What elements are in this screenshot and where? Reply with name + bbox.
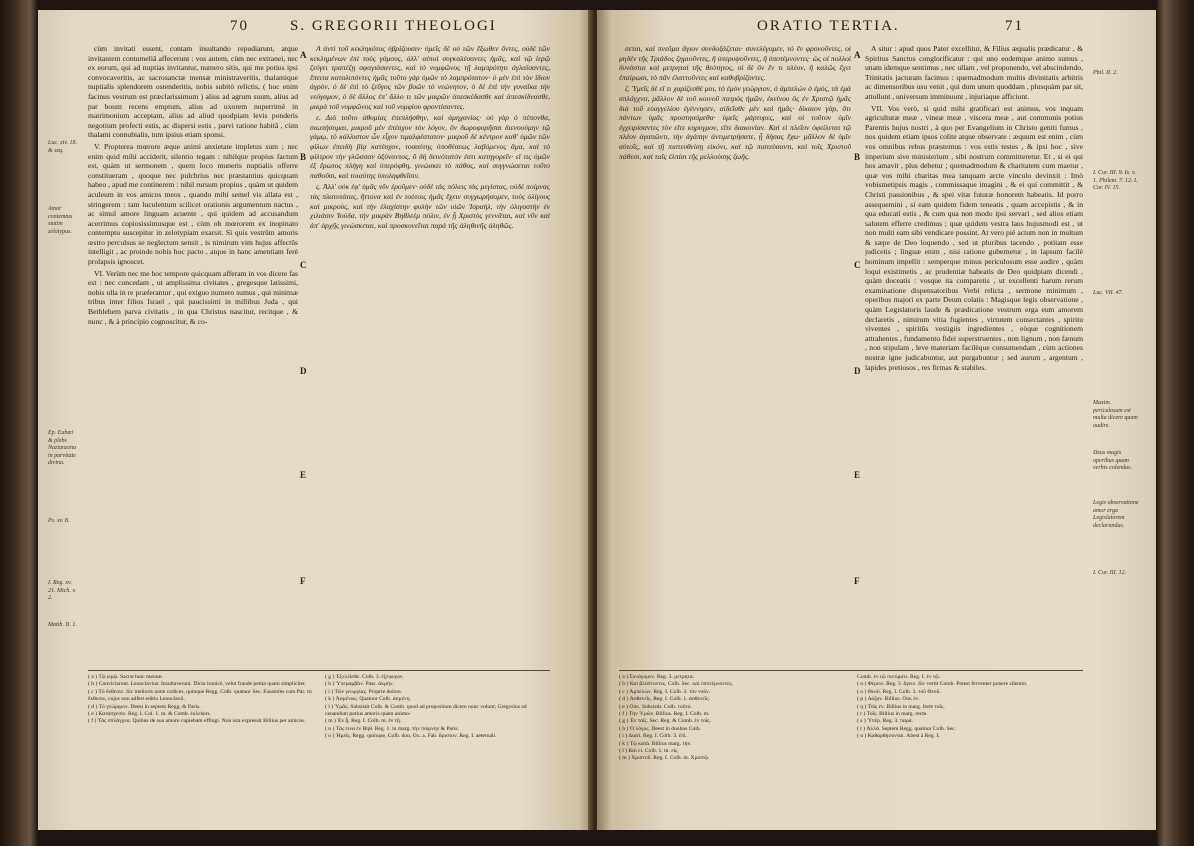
section-letter: E bbox=[300, 470, 307, 480]
greek-paragraph: ς. Ἀλλ' οὐκ ἐφ' ὑμᾶς νῦν ἐροῦμεν· οὐδὲ τὰς πόλεις τὰς μεγίστας, οὐδὲ ποίμνας τὰς πλατυτάτας, ἥττονα καὶ ἐν τούτοις ἡμᾶς ἔχειν συγχωρήσομεν, τοὺς ὀλίγους καὶ μικροὺς, καὶ τὴν ἐλαχίστην φυλὴν τῶν υἱῶν Ἰσραὴλ, τὴν ὀλιγοστὴν ἐν χιλιάσιν Ἰούδα, τὴν μικρὰν Βηθλεὲμ πόλιν, ἐν ᾗ Χριστὸς γεννᾶται, καὶ νῦν καὶ ἀπ' ἀρχῆς γινώσκεται, καὶ προσκυνεῖται παρὰ τῆς ἀληθινῆς ἀληθῶς. bbox=[310, 182, 550, 230]
left-page-number: 70 bbox=[230, 18, 249, 34]
section-letter: B bbox=[854, 152, 861, 162]
footnote: ( a ) Τῷ ἱερῷ. Sacræ huic mensæ. bbox=[88, 674, 164, 680]
section-letter: A bbox=[854, 50, 861, 60]
margin-note: I. Reg. xv. 21. Mich. v. 2. bbox=[48, 580, 77, 601]
footnote: ( r ) Τοῖς. Billius in marg. recte. bbox=[857, 711, 928, 718]
footnote: ( m ) Ἐν ᾗ. Reg. I. Colb. m. ἐν τῇ. bbox=[325, 718, 402, 725]
footnote: ( f ) Τὴν Ὑμῶν. Billius. Reg. I. Colb. m. bbox=[619, 711, 710, 718]
section-letter: D bbox=[300, 366, 307, 376]
section-letter: A bbox=[300, 50, 307, 60]
footnote-rule bbox=[619, 670, 1083, 671]
footnote: ( c ) Ἀμπελών. Reg. I. Colb. 3. τὸν νοῦν. bbox=[619, 688, 711, 695]
footnote: ( a ) Συνάγομεν. Reg. 3. μετρητα. bbox=[619, 674, 695, 680]
footnote: ( h ) Ὁ λόγος. Deest in duobus Colb. bbox=[619, 725, 702, 732]
latin-paragraph: VII. Vos verò, si quid mihi gratificari est animus, vos inquam agriculturæ meæ , vineæ meæ , viscera meæ , aut communis potius Parentis hujus nostri , à quo per Evangelium in Christo geniti fumus , nos quidem etiam ipsos colite atque observate : æquum est enim , cùm vos omnibus rebus præstemus : vos estis testes , & ipsi hoc , sive imperium sive ministerium , sibi nostrum committeretur. Et , si ei qui hos amavit , plus debetur ; quemadmodum & charitatem cum maetur , quæ vos mihi charitas mea tanquam arcte vinculo devinxit : Imò vobismetipsis magis , commissaque imagini , & ei qui committit , & Christi passionibus , & spei vitæ futuræ honorem habeatis. Id porro assequemini , si eam quidem fidem teneatis , quam accepistis , & in qua educati estis , & cum qua non modo ipsi servari , sed alios etiam salutem efferre credimus ; quæ quidem vestra laus hujusmodi est , ut non multi eam sibi vendicare possint. At vero piè actum non in multum & sæpe de Deo loquendo , sed ut pluribus tacendo , potitam esse judicetis ; linguæ enim , nisi ratione gubernetur , in lapsum facilè hominum impellit : semperque minus periculosum esse audire , quàm loqui existimetis , ac prudentiæ habeatis de Deo quidpiam dicendi , quàm doceatis : vosque ita comparetis , ut excellenti harum rerum examinatione dispensatoribus Verbi relicta , sermone minimum , operibus majori ex parte Deum colatis : Magisque legis observatione , quàm Legislatoris laude & prædicatione vestrum erga eum amorem declaretis , nimirum vitia fugientes , virtutem consectantes , spiritu viventes , spiritûs vestigiis ingredientes , eòque cognitionem attrahentes , fundamento fidei superstruentes , non lignum , non fænum , non stipulam , leve materiam facilèque consumendam , cùm actiones nostræ igne judicabuntur, aut purgabuntur ; sed aurum , argentum , lapides pretiosos , res firmas & stabiles. bbox=[865, 103, 1083, 372]
footnote: ( q ) Τοῖς ἐν. Billius in marg. forte τοῖς. bbox=[857, 703, 945, 710]
margin-note: Legis observatione amor erga Legislatorem declarandus. bbox=[1093, 500, 1139, 529]
footnote: ( d ) Τὸ γνώριμον. Deest in septem Regg. & Paris. bbox=[88, 703, 201, 710]
greek-paragraph: ε. Διὰ τοῦτο ἀθυμίας ἐπεπλήσθην, καὶ ἀμηχανίας· οὐ γὰρ ὁ πέπονθα, σιωπήσομαι, μικροῦ μὲν ἐπέσχον τὸν λόγον, ὃν δωροφορῆσαι διενοούμην τῷ γάμῳ, τὸ κάλλιστον ὧν εἶχον τιμαλφέστατον· μικροῦ δὲ κέντρον καθ' ὑμῶν τῶν φίλων ἐπειδὴ βίᾳ κατέσχον, τοσαύτης ὑποθέσεως λαβόμενος ἅμα, καὶ τὸ φίλτρον τὴν γλῶσσαν ὀξύναντος, ὃ δὴ δεινότατόν ἐστι κατηγορεῖν· εἴ τις ὑμῶν ἐξ ἔρωτος πλήγη καὶ ὑπερόφθη, γινώσκει τὸ πάθος, καὶ συγγνώσεται τοῦτο παθοῦσι, καὶ τοιαύτης ὑποληφθεῖσιν. bbox=[310, 113, 550, 180]
footnote: ( g ) Ἐν ταῖς. Sec. Reg. & Comb. ἐν τοῖς. bbox=[619, 718, 711, 725]
footnote: ( l ) Καὶ εἰ. Colb. 1. m. εἰς. bbox=[619, 748, 679, 755]
footnote: ( n ) Φέρειν. Reg. 3. ἄγειν. Sic vertit Comb. Potest ferventer ponere silentio. bbox=[857, 681, 1028, 688]
section-letter: E bbox=[854, 470, 861, 480]
margin-note: Luc. xiv. 18. & seq. bbox=[48, 140, 78, 154]
margin-note: Matth. II. 1. bbox=[48, 622, 77, 628]
margin-note: Maxim. periculosum est multa dicere quam audire. bbox=[1093, 400, 1138, 429]
footnotes-column bbox=[325, 674, 550, 824]
margin-note: Deus magis operibus quam verbis colendus. bbox=[1093, 450, 1132, 471]
latin-paragraph: A situr : apud quos Pater excellitur, & Filius æqualis prædicatur , & Spiritus Sanctus conglorificatur : qui uno eodemque animo sumus , unam idemque sentimus , nec ullam , vel proponendo, vel abscindendo, Trinitatis jacturam facimus : quemadmodum multis divinitatis arbitris ac dimensoribus usu venit , qui dum unum quoddam , plusquàm par sit, attollunt , universum imminuunt , injuriaque afficiunt. bbox=[865, 44, 1083, 101]
latin-paragraph: cùm invitati essent, contam insultando repudiarunt, atque invitantem contumeliâ affecerunt : vos autem, cùm nec extranei, nec ex eorum, qui ad nuptias invitantur, numero sitis, qui me potius ipsi convocaveritis, ac sacrosanctæ mensæ ministraveritis, thalamique nuptialis splendorem ostenderitis, nobis subitò relictis, ( hoc enim facinus vestrum est præclarissimum ) alius ad agrum suum, alius ad par boum recens emptum, alius ad uxorem nuperrimè in matrimonium acceptam, alius ad aliud quodpiam levis ponderis negotium profecti estis, ac dispersi estis , parvi ratione habitâ , cùm thalami connubialis, tum ipsius etiam sponsi. bbox=[88, 44, 298, 140]
footnote: ( m ) Χριστοῦ. Reg. I. Colb. m. Χριστῷ. bbox=[619, 755, 710, 762]
footnote: ( o ) Θεοῦ. Reg. I. Colb. 3. τοῦ Θεοῦ. bbox=[857, 688, 941, 695]
latin-paragraph: V. Propterea mœrore æque animi anxietate impletus sum ; nec enim quid mihi acciderit, silentio tegam : nihilque propius factum est, quàm ut sermonem , quem loco muneris nuptialis offerre constitueram , quoque nec pulchrius nec præstantius quicquam habeo , apud me continerem : nihil rursum propius , quàm ut quidem aculeum in vos amicos meos , quando mihi semel vis allata est , stringerem : tam luculentum scilicet orationis argumentum nactus , ac simul amore linguam acuente , qui quidem ad accusandum acerrimus copiosissimusque est , cùm ob mœrorem ex inopinato contemptu suscepitur in zelotypiam exarsit. Si quis vestrûm amoris œstro perculsus se neglectum sensit , is nimirum vim hujus affectûs intelligit , ac proinde nobis hoc pacto , atque in hanc amentiam ferè prolapsis ignoscet. bbox=[88, 141, 298, 267]
right-page bbox=[597, 10, 1156, 830]
section-letter: F bbox=[854, 576, 860, 586]
right-greek-column bbox=[619, 44, 851, 664]
margin-note: I. Cor. III. 9. Is. v. 1. Philem. 7. 12. I. Cor. IV. 15. bbox=[1093, 170, 1138, 191]
left-greek-column bbox=[310, 44, 550, 664]
footnote: Comb. ἐν τῷ πνεύματι. Reg. I. ἐν τῷ. bbox=[857, 674, 941, 680]
footnote: ( f ) Τὰς σπλάγχνα. Quibus de sua amore cupiebam effingi. Non ista expressit Billius per amicos. bbox=[88, 718, 306, 725]
left-running-head: S. GREGORII THEOLOGI bbox=[290, 18, 497, 34]
footnotes-column bbox=[88, 674, 313, 824]
right-latin-column bbox=[865, 44, 1083, 664]
greek-paragraph: A ἀντὶ τοῦ κεκληκότος ὑβρίζουσιν· ὑμεῖς δὲ οὐ τῶν ἔξωθεν ὄντες, οὐδὲ τῶν κεκλημένων ἐπὶ τοὺς γάμους, ἀλλ' αὐτοὶ συγκαλέσαντες ἡμᾶς, καὶ τῷ ἱερῷ ζεύγει τραπέζῃ σφαγιάσαντες, καὶ τὸ νυμφῶνος τῇ λαμπρότητι ἀγλαΐσαντες, ἔπειτα καταλιπόντες ἡμᾶς τοῦτο γὰρ ὑμῶν τὸ λαμπρότατον· ὁ μὲν ἐπὶ τὸν ἴδιον ἀγρὸν, ὁ δὲ ἐπὶ τὸ ζεῦγος τῶν βοῶν τὸ νεώνητον, ὁ δὲ ἐπὶ τὴν γυναῖκα τὴν νεόγαμον, ὁ δὲ ἄλλος ἐπ' ἄλλο τι τῶν μικρῶν ἀπεσκέδασθε καὶ ἀπεσκίδνασθε, μικρὰ τοῦ νυμφῶνος καὶ τοῦ νυμφίου φροντίσαντες. bbox=[310, 44, 550, 111]
footnote: ( d ) Ἀσθενεῖς. Reg. I. Colb. 1. ἀσθενεῖς. bbox=[619, 696, 710, 703]
footnote: ( o ) Ἡμεῖς. Regg. quinque, Colb. duo, Ox. a. Fab. ἄριστον. Reg. I. aeternali. bbox=[325, 733, 497, 740]
right-page-number: 71 bbox=[1005, 18, 1024, 34]
footnote: ( i ) Τῶν γεωργίας. Proprie dolore. bbox=[325, 688, 403, 695]
footnote: ( k ) Τῷ κατὰ. Billius marg. τὴν. bbox=[619, 740, 692, 747]
section-letter: C bbox=[300, 260, 307, 270]
left-page bbox=[38, 10, 593, 830]
footnote: ( g ) Ἐξελεῖσθε. Colb. 3. ἐξέφυγον. bbox=[325, 674, 404, 680]
right-running-head: ORATIO TERTIA. bbox=[757, 18, 900, 34]
footnote: ( b ) Καὶ βλάπτοντες. Colb. Sec. καὶ ὑποτέμνοντες. bbox=[619, 681, 734, 688]
section-letter: B bbox=[300, 152, 307, 162]
footnote: ( s ) Ὑπὲρ. Reg. 3. παρά. bbox=[857, 718, 913, 725]
footnote: ( c ) Τὸ ἔκθεσιν. Sic melioris notæ codices, quinque Regg. Colb. quatuor Sec. Faustoles cum Par. τὸ ἔκθεσιν, cujus non adfert editio Leonclavii. bbox=[88, 688, 312, 703]
left-latin-column bbox=[88, 44, 298, 664]
footnote: ( e ) Οὐκ. Subsistit. Colb. τοῦτο. bbox=[619, 703, 692, 710]
footnote: ( p ) Δόξαν. Billius. Οὐκ ἐν. bbox=[857, 696, 920, 703]
footnote: ( h ) Ὑπεραμβὰν. Pass. ἀκμὴν. bbox=[325, 681, 394, 688]
section-letter: F bbox=[300, 576, 306, 586]
margin-note: Ps. xv. 8. bbox=[48, 518, 70, 524]
margin-note: Ep. Eubæi & plebs Nazianzena in parvitate divina. bbox=[48, 430, 77, 466]
footnotes-column bbox=[857, 674, 1083, 824]
section-letter: D bbox=[854, 366, 861, 376]
section-letter: C bbox=[854, 260, 861, 270]
footnote: ( l ) Ὑμᾶς. Subsistit Colb. & Comb. quod ad propositum dicere nunc volunt; Gregorius ad cenandum potius amoris quam animo- bbox=[325, 703, 527, 718]
margin-note: Phil. II. 2. bbox=[1093, 70, 1118, 76]
latin-paragraph: VI. Verùm nec me hoc tempore quicquam afferam in vos dicere fas est : nec concedam , ut amplissima civitates , gregesque latissimi, nobis ulla in re præferantur , qui exiguo numero sumus , qui minimæ tribus inter filios Israel , qui paucissimi in millibus Juda , qui Bethlehem parva civitatis , in qua Christus nascitur, recitque , & nunc , & à principio cognoscitur, & co- bbox=[88, 268, 298, 326]
footnote: ( e ) Κατάσχεσιν. Reg. I. Col. 1. m. & Comb. ἐκλείψει. bbox=[88, 711, 211, 718]
footnote: ( t ) Ἀλλά. Septem Regg. quatuor Colb. Sec. bbox=[857, 725, 957, 732]
footnotes-column bbox=[619, 674, 845, 824]
footnote-rule bbox=[88, 670, 550, 671]
footnote: ( i ) Διατὶ. Reg. I. Colb. 3. ἐπὶ. bbox=[619, 733, 687, 740]
greek-paragraph: σεται, καὶ πνεῦμα ἄγιον συνδοξάζεται· συνελέγομεν, τὸ ἓν φρονοῦντες, οἱ μηδὲν τῆς Τριάδος ζημιοῦντες, ἢ ὑπερυψοῦντες, ἢ ὑποτέμνοντες· ὡς οἱ πολλοὶ δυνάσται καὶ μετρηταὶ τῆς θεότητος, οἱ δὲ ὃν ἕν τι πλέον, ἢ καλῶς ἔχει ἐπαίρωσι, τὸ πᾶν ἐλαττοῦντες καὶ καθυβρίζοντες. bbox=[619, 44, 851, 82]
greek-paragraph: ζ. Ὑμεῖς δὲ εἴ τι χαρίζεσθέ μοι, τὸ ἐμὸν γεώργιον, ὁ ἀμπελὼν ὁ ἐμὸς, τὰ ἐμὰ σπλάγχνα, μᾶλλον δὲ τοῦ κοινοῦ πατρὸς ἡμῶν, ἐκείνου ὃς ἐν Χριστῷ ἡμᾶς διὰ τοῦ εὐαγγελίου ἐγέννησεν, αἰδεῖσθε μὲν καὶ ἡμᾶς· δίκαιον γάρ, ὃτι πάντων ὑμᾶς προστησόμεθα· ὑμεῖς μάρτυρες, καὶ οἱ τοῦτον ὑμῖν ἐγχειρίσαντες τὸν εἴτε κηρυγμον, εἴτε διακονίαν. Καὶ εἰ πλεῖον ὀφείλεται τῷ πλέον ἀγαπῶντι, τὴν ἀγάπην ἀντιμετρήσατε, ᾗ δήσας ἔχω· μᾶλλον δὲ ὑμῖν αὐτοῖς, καὶ τῇ πιστευθείσῃ εἰκόνι, καὶ τῷ πιστεύσαντι, καὶ τοῖς Χριστοῦ πάθεσι, καὶ ταῖς ἐλπίσι τῆς μελλούσης ζωῆς. bbox=[619, 84, 851, 161]
margin-note: Amor contemtus statim zelotypus. bbox=[48, 206, 73, 235]
margin-note: I. Cor. III. 12. bbox=[1093, 570, 1127, 576]
footnote: ( b ) Conviciarunt. Leonclavius: Insultaverunt. Dicta ironicè, velut fraude petita quam simpliciter. bbox=[88, 681, 307, 688]
footnote: ( u ) Καθαρθήσονται. Abest à Reg. I. bbox=[857, 733, 940, 740]
footnote: ( k ) Ἀσμένως. Quatuor Colb. ἀσμένη. bbox=[325, 696, 411, 703]
footnote: ( n ) Τὰς τινα ἐν Βηθ. Reg. 1. in marg. τὴν ποίμνην & Paris. bbox=[325, 725, 459, 732]
margin-note: Luc. VII. 47. bbox=[1093, 290, 1124, 296]
